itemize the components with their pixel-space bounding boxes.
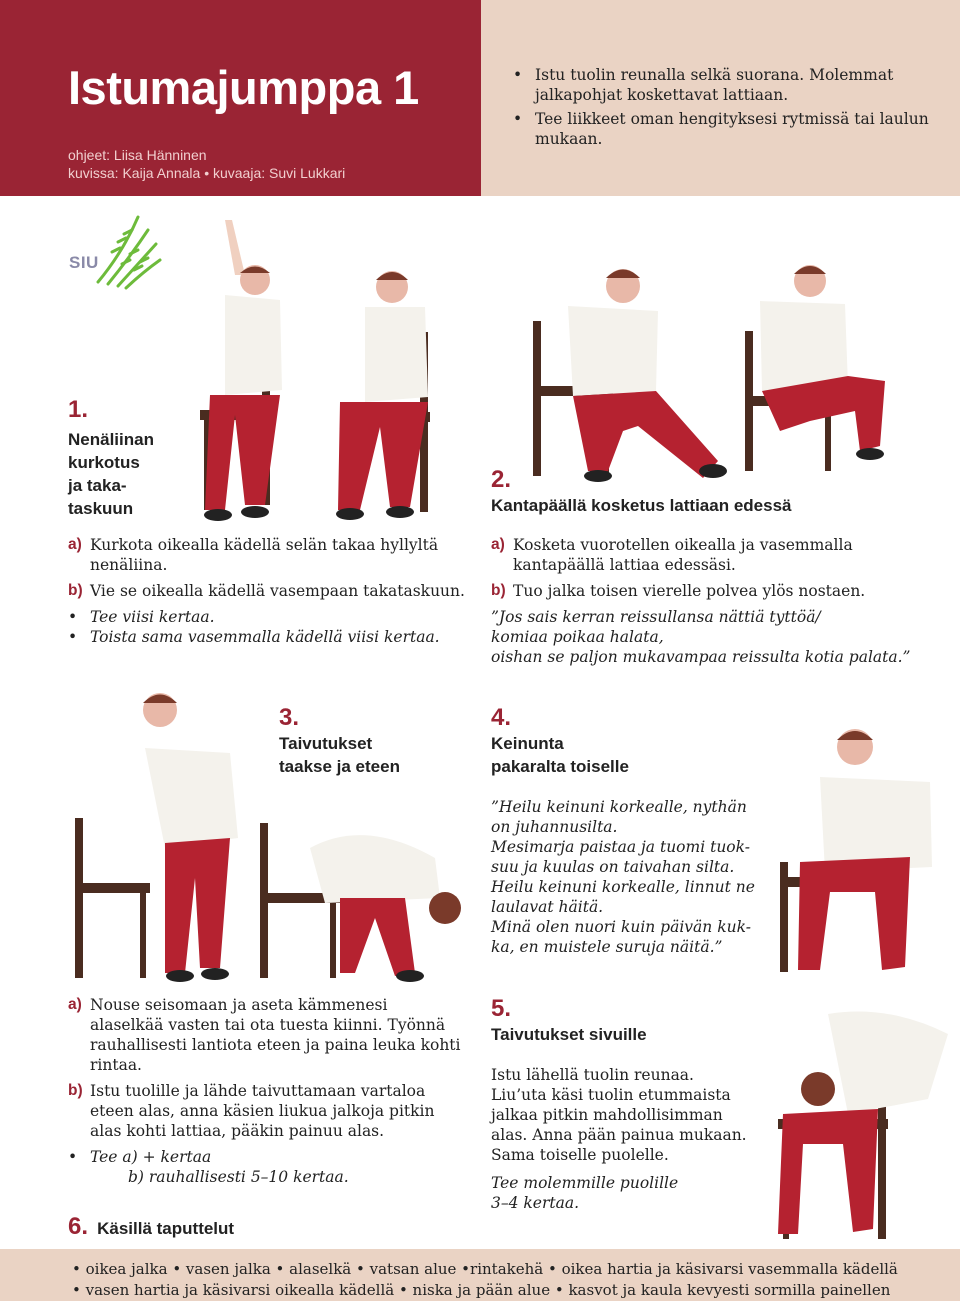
step-a (68, 995, 463, 1075)
step-text: Kosketa vuorotellen oikealla ja vasemmalla kantapäällä lattiaa edessäsi. (513, 536, 853, 574)
section-5-text (491, 1065, 756, 1213)
section-1-number: 1. (68, 396, 89, 423)
intro-list (513, 65, 933, 153)
section-3-title (279, 732, 400, 778)
bullet-item: • Toista sama vasemmalla kädellä viisi kertaa. (68, 627, 468, 647)
step-b (491, 581, 931, 601)
logo-text: SIU (69, 253, 99, 272)
credits-line-1: ohjeet: Liisa Hänninen (68, 147, 207, 163)
credits (68, 146, 345, 182)
title-line: Nenäliinan (68, 430, 154, 449)
tee-line: b) rauhallisesti 5–10 kertaa. (128, 1168, 349, 1186)
credits-line-2: kuvissa: Kaija Annala • kuvaaja: Suvi Lukkari (68, 165, 346, 181)
section-4-heading (491, 706, 629, 778)
verse-line: laulavat häitä. (491, 898, 604, 916)
step-label: b) (68, 582, 83, 599)
text-line: Liu’uta käsi tuolin etummaista (491, 1086, 731, 1104)
verse-line: oishan se paljon mukavampaa reissulta kotia palata.” (491, 648, 911, 666)
title-line: ja taka- (68, 476, 127, 495)
text-line: 3–4 kertaa. (491, 1194, 580, 1212)
photo-exercise-2a (528, 256, 733, 488)
footer-text (72, 1259, 898, 1301)
step-b (68, 581, 468, 601)
section-5-number: 5. (491, 995, 512, 1022)
section-2-heading (491, 468, 791, 517)
verse-line: Minä olen nuori kuin päivän kuk- (491, 918, 751, 936)
intro-item: • Tee liikkeet oman hengityksesi rytmissä tai laulun mukaan. (513, 109, 933, 149)
title-line: taakse ja eteen (279, 757, 400, 776)
section-1-bullets (68, 607, 468, 647)
bullet-item: • Tee viisi kertaa. (68, 607, 468, 627)
section-3-text (68, 995, 463, 1187)
verse-line: Heilu keinuni korkealle, linnut ne (491, 878, 755, 896)
text-line: Tee molemmille puolille (491, 1174, 679, 1192)
title-line: pakaralta toiselle (491, 757, 629, 776)
title-line: Keinunta (491, 734, 564, 753)
footer-line: • oikea jalka • vasen jalka • alaselkä • vatsan alue •rintakehä • oikea hartia ja käsivarsi vasemmalla kädellä (72, 1260, 898, 1278)
section-1-title (68, 428, 154, 520)
step-b (68, 1081, 463, 1141)
step-label: a) (68, 996, 82, 1013)
step-text: Istu tuolille ja lähde taivuttamaan vartaloa eteen alas, anna käsien liukua jalkoja pitkin alas kohti lattiaa, pääkin painuu alas. (90, 1082, 435, 1140)
section-2-text (491, 535, 931, 667)
section-2-title: Kantapäällä kosketus lattiaan edessä (491, 496, 792, 515)
photo-exercise-1a (170, 215, 300, 525)
verse-line: komiaa poikaa halata, (491, 628, 664, 646)
verse-line: ”Jos sais kerran reissullansa nättiä tyttöä/ (491, 608, 821, 626)
step-a (68, 535, 468, 575)
intro-item: • Istu tuolin reunalla selkä suorana. Molemmat jalkapohjat koskettavat lattiaan. (513, 65, 933, 105)
title-line: kurkotus (68, 453, 140, 472)
section-3-bullets (68, 1147, 463, 1187)
section-6-heading (68, 1215, 234, 1240)
footer-line: • vasen hartia ja käsivarsi oikealla kädellä • niska ja pään alue • kasvot ja kaula kevyesti sormilla painellen (72, 1281, 891, 1299)
verse-line: suu ja kuulas on taivahan silta. (491, 858, 735, 876)
section-3-number: 3. (279, 704, 300, 731)
section-1-heading (68, 398, 154, 520)
text-line: Sama toiselle puolelle. (491, 1146, 669, 1164)
section-5-title: Taivutukset sivuille (491, 1025, 647, 1044)
step-text: Kurkota oikealla kädellä selän takaa hyllyltä nenäliina. (90, 536, 439, 574)
step-label: b) (68, 1082, 83, 1099)
section-6-number: 6. (68, 1213, 89, 1240)
title-line: Taivutukset (279, 734, 373, 753)
section-5-heading (491, 997, 647, 1046)
title-line: taskuun (68, 499, 134, 518)
section-1-text (68, 535, 468, 647)
bullet-item (68, 1147, 463, 1187)
tee-line: • Tee a) + kertaa (90, 1148, 212, 1166)
section-2-number: 2. (491, 466, 512, 493)
step-text: Vie se oikealla kädellä vasempaan takataskuun. (90, 582, 465, 600)
section-4-number: 4. (491, 704, 512, 731)
photo-exercise-5 (758, 1004, 958, 1244)
step-a (491, 535, 931, 575)
section-2-verse (491, 607, 931, 667)
step-label: b) (491, 582, 506, 599)
step-text: Tuo jalka toisen vierelle polvea ylös nostaen. (513, 582, 866, 600)
section-6-title: Käsillä taputtelut (97, 1219, 235, 1238)
step-text: Nouse seisomaan ja aseta kämmenesi alaselkää vasten tai ota tuesta kiinni. Työnnä rauhallisesti lantiota eteen ja paina leuka kohti rintaa. (90, 996, 461, 1074)
step-label: a) (68, 536, 82, 553)
section-3-heading (279, 706, 400, 778)
verse-line: Mesimarja paistaa ja tuomi tuok- (491, 838, 750, 856)
text-line: jalkaa pitkin mahdollisimman (491, 1106, 723, 1124)
page-title: Istumajumppa 1 (68, 61, 419, 114)
section-5-repeat (491, 1173, 756, 1213)
verse-line: ka, en muistele suruja näitä.” (491, 938, 723, 956)
section-4-verse (491, 797, 761, 957)
photo-exercise-2b (740, 256, 890, 478)
siu-logo (68, 212, 168, 292)
text-line: Istu lähellä tuolin reunaa. (491, 1066, 694, 1084)
verse-line: ”Heilu keinuni korkealle, nythän (491, 798, 747, 816)
photo-exercise-3b (255, 818, 465, 983)
text-line: alas. Anna pään painua mukaan. (491, 1126, 747, 1144)
photo-exercise-1b (330, 262, 450, 524)
photo-exercise-4 (770, 712, 950, 977)
verse-line: on juhannusilta. (491, 818, 618, 836)
step-label: a) (491, 536, 505, 553)
section-4-title (491, 732, 629, 778)
photo-exercise-3a (70, 688, 245, 983)
